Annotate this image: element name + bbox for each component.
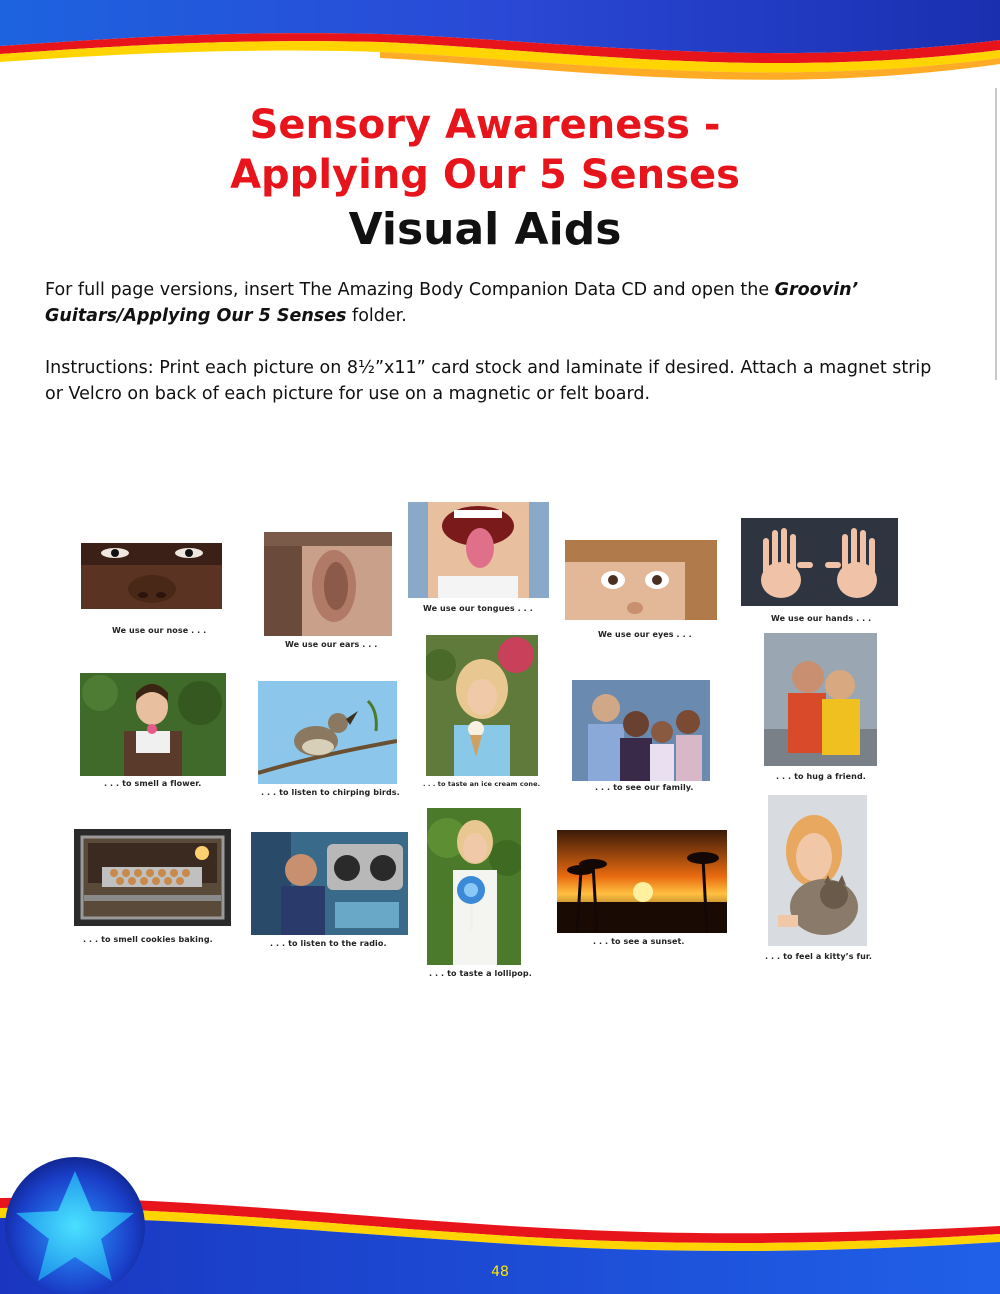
page-subtitle: Visual Aids (348, 204, 622, 255)
lollipop-photo (427, 808, 521, 965)
flower-photo (80, 673, 226, 776)
icecream-caption: . . . to taste an ice cream cone. (423, 780, 541, 788)
cookies-photo (74, 829, 231, 926)
kitty-caption: . . . to feel a kitty’s fur. (765, 952, 872, 961)
friend-caption: . . . to hug a friend. (776, 772, 866, 781)
ears-caption: We use our ears . . . (285, 640, 378, 649)
radio-caption: . . . to listen to the radio. (270, 939, 387, 948)
intro-prefix: For full page versions, insert The Amazing Body Companion Data CD and open the (45, 280, 775, 300)
intro-paragraph (45, 277, 945, 329)
family-photo (572, 680, 710, 781)
ice-cream-photo (426, 635, 538, 776)
hands-caption: We use our hands . . . (771, 614, 872, 623)
hands-photo (741, 518, 898, 606)
eyes-photo (565, 540, 717, 620)
bird-photo (258, 681, 397, 784)
tongue-photo (408, 502, 549, 598)
page-number: 48 (491, 1264, 509, 1280)
friends-photo (764, 633, 877, 766)
tongues-caption: We use our tongues . . . (423, 604, 533, 613)
lollipop-caption: . . . to taste a lollipop. (429, 969, 532, 978)
title-block (0, 100, 1000, 258)
intro-suffix: folder. (346, 306, 407, 326)
eyes-caption: We use our eyes . . . (598, 630, 692, 639)
flower-caption: . . . to smell a flower. (104, 779, 202, 788)
cookies-caption: . . . to smell cookies baking. (83, 935, 213, 944)
birds-caption: . . . to listen to chirping birds. (261, 788, 400, 797)
family-caption: . . . to see our family. (595, 783, 694, 792)
sunset-photo (557, 830, 727, 933)
top-banner (0, 0, 1000, 100)
radio-photo (251, 832, 408, 935)
nose-caption: We use our nose . . . (112, 626, 207, 635)
folder-name: Groovin’ Guitars/Applying Our 5 Senses (45, 280, 859, 326)
page-title-line-2: Applying Our 5 Senses (230, 152, 740, 198)
ear-photo (264, 532, 392, 636)
page-title-line-1: Sensory Awareness - (249, 102, 721, 148)
nose-photo (81, 543, 222, 609)
sunset-caption: . . . to see a sunset. (593, 937, 685, 946)
instructions-paragraph: Instructions: Print each picture on 8½”x11” card stock and laminate if desired. Attach a magnet strip or Velcro on back of each picture for use on a magnetic or felt board. (45, 358, 932, 404)
kitty-photo (768, 795, 867, 946)
